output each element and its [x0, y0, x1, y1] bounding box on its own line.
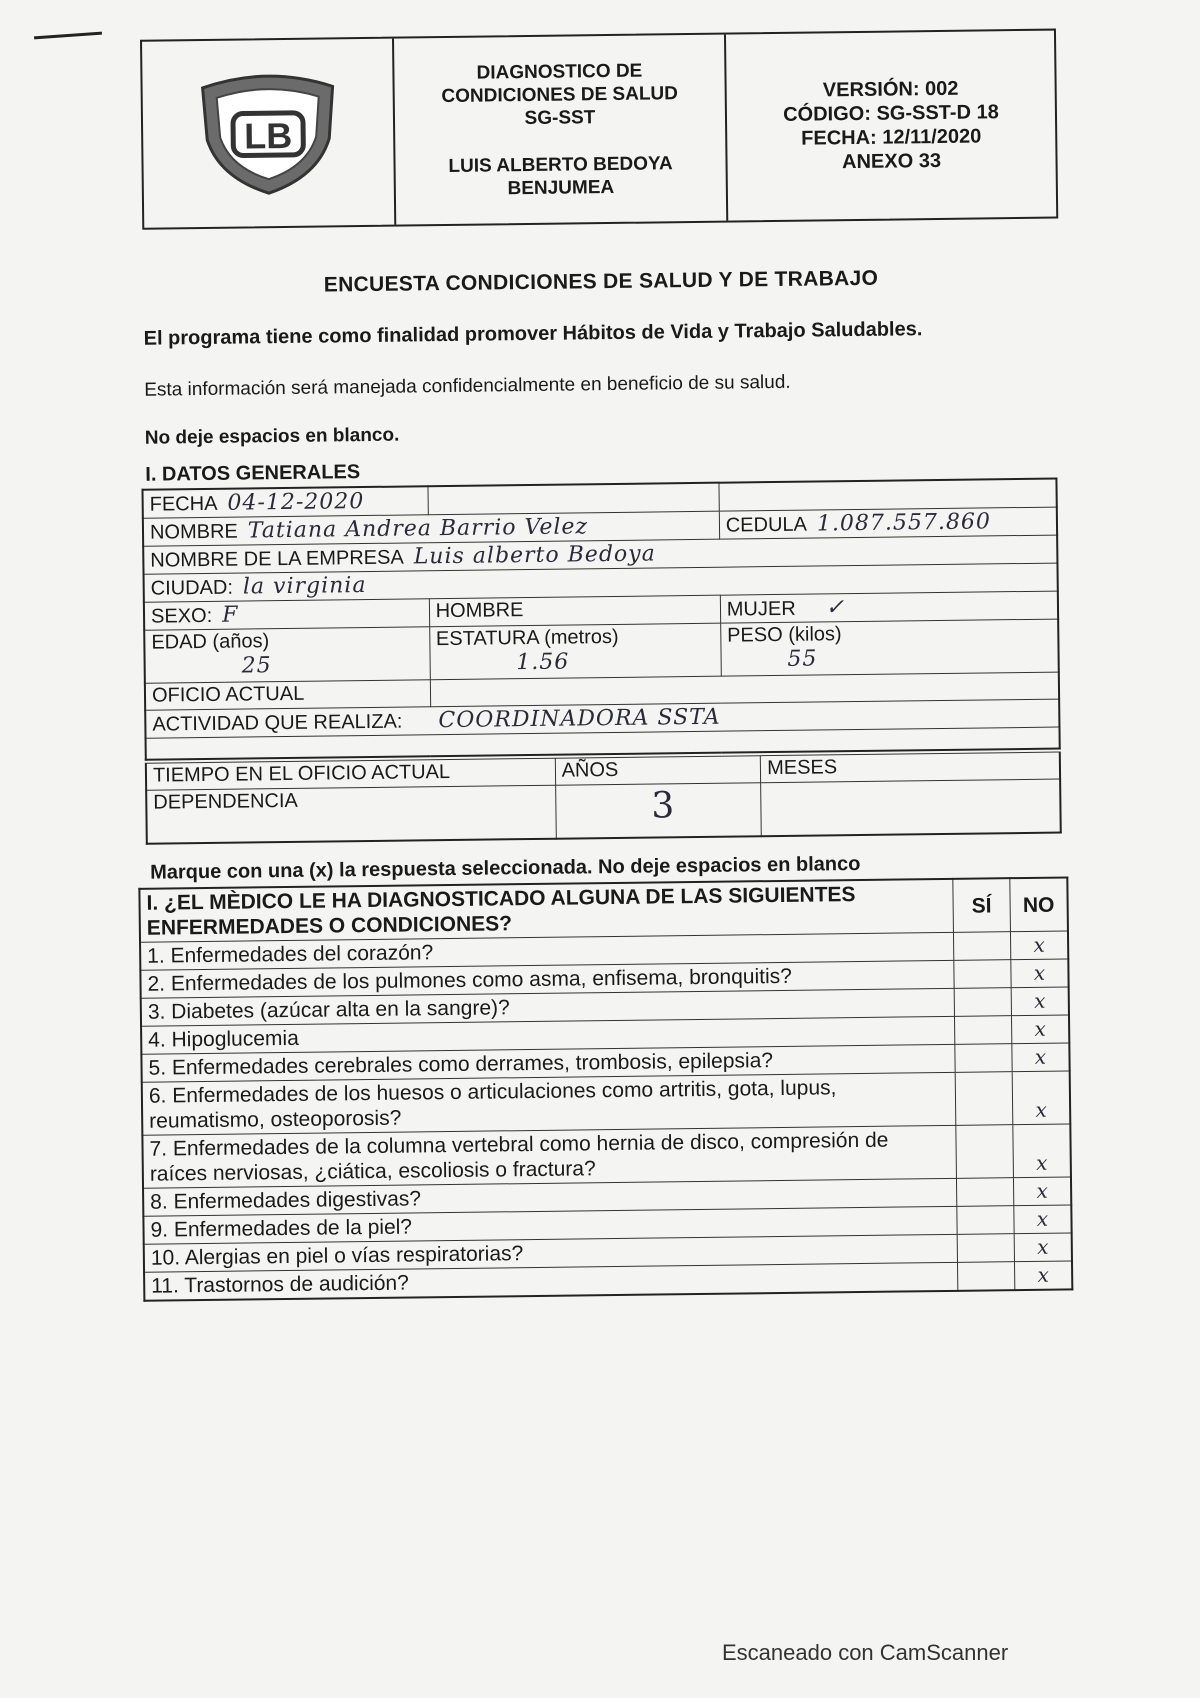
- header-title-line-2: CONDICIONES DE SALUD: [441, 82, 679, 107]
- si-checkbox[interactable]: [957, 1262, 1014, 1291]
- conditions-question-header: I. ¿EL MÈDICO LE HA DIAGNOSTICADO ALGUNA DE LAS SIGUIENTES ENFERMEDADES O CONDICIONES?: [139, 879, 953, 942]
- header-owner-line-2: BENJUMEA: [507, 176, 615, 199]
- condition-question: 5. Enfermedades cerebrales como derrames, trombosis, epilepsia?: [141, 1044, 955, 1082]
- empty-cell: [719, 479, 1057, 512]
- no-checkbox[interactable]: [1011, 987, 1069, 1016]
- si-column-header: SÍ: [953, 878, 1011, 932]
- actividad-value: COORDINADORA SSTA: [438, 704, 721, 734]
- oficio-field[interactable]: [145, 680, 430, 710]
- no-checkbox[interactable]: [1014, 1261, 1072, 1290]
- meses-label: MESES: [767, 756, 838, 780]
- empresa-value: Luis alberto Bedoya: [413, 541, 656, 570]
- condition-question: 11. Trastornos de audición?: [144, 1262, 958, 1300]
- no-mark: x: [1036, 1178, 1048, 1203]
- fecha-field[interactable]: [142, 486, 427, 518]
- header-owner-line-1: LUIS ALBERTO BEDOYA: [448, 152, 673, 177]
- header-title-line-3: SG-SST: [524, 106, 596, 129]
- no-checkbox[interactable]: [1011, 959, 1069, 988]
- condition-question: 9. Enfermedades de la piel?: [143, 1206, 957, 1244]
- empty-cell: [428, 483, 719, 515]
- si-checkbox[interactable]: [954, 988, 1011, 1017]
- sexo-value: F: [222, 602, 239, 628]
- header-annex: ANEXO 33: [841, 149, 942, 174]
- condition-question: 8. Enfermedades digestivas?: [143, 1178, 957, 1216]
- conditions-table: [138, 876, 1073, 1301]
- no-checkbox[interactable]: [1010, 931, 1068, 960]
- no-checkbox[interactable]: [1012, 1043, 1070, 1072]
- no-mark: x: [1035, 1150, 1048, 1175]
- anos-value: 3: [651, 785, 676, 827]
- document-title: ENCUESTA CONDICIONES DE SALUD Y DE TRABAJO: [323, 266, 879, 297]
- si-checkbox[interactable]: [954, 1016, 1011, 1045]
- logo-cell: [142, 39, 396, 228]
- header-version: VERSIÓN: 002: [822, 77, 959, 102]
- mujer-option[interactable]: [720, 591, 1058, 623]
- no-checkbox[interactable]: [1014, 1205, 1072, 1234]
- dependencia-field[interactable]: [146, 785, 556, 843]
- header-date: FECHA: 12/11/2020: [801, 125, 982, 150]
- peso-field[interactable]: [720, 619, 1058, 676]
- dependencia-label: DEPENDENCIA: [153, 789, 298, 814]
- si-checkbox[interactable]: [953, 932, 1010, 961]
- estatura-value: 1.56: [516, 649, 570, 676]
- no-mark: x: [1037, 1234, 1049, 1259]
- scanner-watermark: Escaneado con CamScanner: [722, 1640, 1009, 1665]
- confidential-note: Esta información será manejada confidencialmente en beneficio de su salud.: [144, 371, 791, 401]
- anos-value-cell[interactable]: [555, 783, 761, 839]
- nombre-label: NOMBRE: [149, 520, 238, 544]
- oficio-label: OFICIO ACTUAL: [151, 682, 305, 707]
- header-title-line-1: DIAGNOSTICO DE: [476, 60, 643, 84]
- meses-value-cell[interactable]: [761, 779, 1061, 836]
- peso-value: 55: [787, 646, 818, 672]
- condition-question: 1. Enfermedades del corazón?: [140, 932, 954, 970]
- no-column-header: NO: [1010, 877, 1068, 931]
- no-mark: x: [1034, 1044, 1047, 1069]
- fecha-value: 04-12-2020: [227, 489, 365, 516]
- tiempo-label: TIEMPO EN EL OFICIO ACTUAL: [152, 760, 451, 787]
- si-checkbox[interactable]: [956, 1125, 1014, 1179]
- edad-value: 25: [241, 653, 272, 679]
- no-mark: x: [1034, 988, 1046, 1013]
- header-title-cell: [394, 35, 728, 225]
- condition-question: 7. Enfermedades de la columna vertebral como hernia de disco, compresión de raíces nerviosas, ¿ciática, escoliosis o fractura?: [142, 1125, 956, 1188]
- intro-text: El programa tiene como finalidad promover Hábitos de Vida y Trabajo Saludables.: [143, 318, 923, 350]
- company-logo-icon: [192, 68, 344, 198]
- no-checkbox[interactable]: [1013, 1177, 1071, 1206]
- svg-text:LB: LB: [243, 114, 293, 157]
- si-checkbox[interactable]: [957, 1206, 1014, 1235]
- mujer-label: MUJER: [726, 597, 796, 621]
- job-time-table: [145, 752, 1062, 845]
- ciudad-label: CIUDAD:: [150, 576, 234, 600]
- no-checkbox[interactable]: [1011, 1015, 1069, 1044]
- cedula-field[interactable]: [719, 507, 1057, 539]
- anos-label: AÑOS: [561, 758, 619, 782]
- survey-page: [118, 28, 1093, 1302]
- condition-question: 3. Diabetes (azúcar alta en la sangre)?: [141, 988, 955, 1026]
- no-blank-note: No deje espacios en blanco.: [144, 424, 400, 449]
- hombre-label: HOMBRE: [435, 599, 524, 623]
- general-data-table: [141, 478, 1060, 761]
- scan-artifact-line: [34, 32, 102, 40]
- edad-field[interactable]: [144, 627, 430, 683]
- no-mark: x: [1037, 1262, 1049, 1287]
- anos-header: [555, 756, 761, 786]
- mark-instruction: Marque con una (x) la respuesta seleccionada. No deje espacios en blanco: [150, 852, 861, 884]
- estatura-field[interactable]: [429, 623, 721, 680]
- condition-question: 6. Enfermedades de los huesos o articulaciones como artritis, gota, lupus, reumatismo, osteoporosis?: [142, 1072, 956, 1135]
- meses-header: [760, 752, 1060, 783]
- mujer-check-mark: ✓: [825, 595, 846, 621]
- no-checkbox[interactable]: [1012, 1071, 1070, 1125]
- nombre-value: Tatiana Andrea Barrio Velez: [247, 514, 589, 544]
- sexo-field[interactable]: [144, 599, 429, 630]
- no-mark: x: [1034, 1016, 1046, 1041]
- si-checkbox[interactable]: [957, 1234, 1014, 1263]
- si-checkbox[interactable]: [956, 1178, 1013, 1207]
- fecha-label: FECHA: [149, 492, 218, 516]
- condition-question: 4. Hipoglucemia: [141, 1016, 955, 1054]
- si-checkbox[interactable]: [955, 1044, 1012, 1073]
- section-general-data-title: I. DATOS GENERALES: [145, 461, 361, 486]
- no-mark: x: [1036, 1206, 1049, 1231]
- header-code: CÓDIGO: SG-SST-D 18: [783, 101, 999, 126]
- condition-question: 2. Enfermedades de los pulmones como asma, enfisema, bronquitis?: [140, 960, 954, 998]
- edad-label: EDAD (años): [151, 630, 270, 654]
- header-meta-cell: [726, 31, 1056, 221]
- hombre-option[interactable]: [429, 595, 720, 627]
- no-mark: x: [1033, 932, 1045, 957]
- sexo-label: SEXO:: [150, 604, 213, 628]
- no-checkbox[interactable]: [1013, 1124, 1071, 1178]
- no-mark: x: [1033, 960, 1046, 985]
- empresa-label: NOMBRE DE LA EMPRESA: [150, 546, 404, 572]
- peso-label: PESO (kilos): [727, 623, 842, 647]
- estatura-label: ESTATURA (metros): [435, 625, 619, 651]
- document-header: [140, 29, 1058, 230]
- no-checkbox[interactable]: [1014, 1233, 1072, 1262]
- cedula-label: CEDULA: [725, 513, 808, 537]
- actividad-label: ACTIVIDAD QUE REALIZA:: [152, 710, 403, 736]
- ciudad-value: la virginia: [242, 573, 367, 600]
- si-checkbox[interactable]: [955, 1072, 1013, 1126]
- si-checkbox[interactable]: [954, 960, 1011, 989]
- cedula-value: 1.087.557.860: [816, 509, 992, 537]
- condition-question: 10. Alergias en piel o vías respiratorias?: [144, 1234, 958, 1272]
- no-mark: x: [1035, 1097, 1047, 1122]
